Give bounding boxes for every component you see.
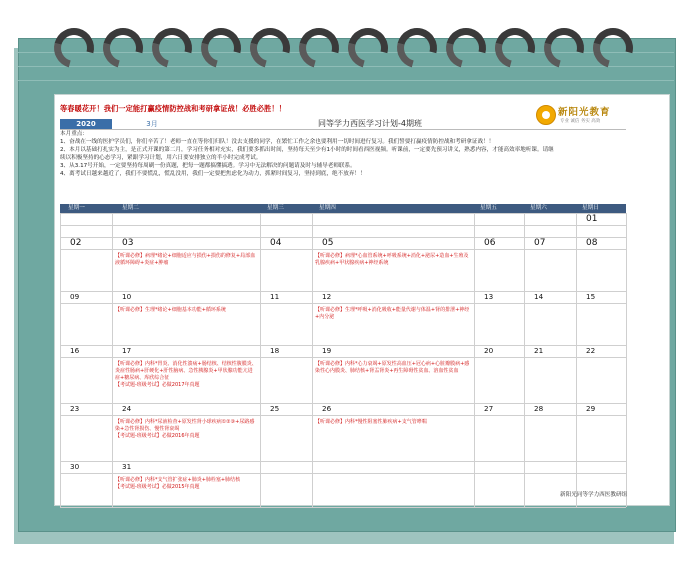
day-number: 10 [122, 292, 132, 301]
day-number: 12 [322, 292, 332, 301]
grid-line [260, 213, 261, 507]
task-text: 【听课必修】内科*支气管扩张症+肺炎+肺栓塞+肺结核 【考试题-班级考试】必做2015年真题 [115, 477, 241, 490]
day-number: 23 [70, 404, 80, 413]
grid-line [60, 507, 626, 508]
day-number: 17 [122, 346, 132, 355]
grid-line [60, 473, 626, 474]
day-number: 18 [270, 346, 280, 355]
day-number: 26 [322, 404, 332, 413]
grid-line [474, 213, 475, 507]
logo-name: 新阳光教育 [558, 107, 611, 118]
grid-line [312, 213, 313, 507]
day-number: 01 [586, 214, 598, 224]
plan-title: 同等学力西医学习计划-4期班 [318, 119, 422, 128]
task-text: 【听课必修】生理*呼吸+消化吸收+能量代谢与体温+肾的排泄+神经+内分泌 [315, 307, 470, 320]
day-number: 27 [484, 404, 494, 413]
notes-line: 本月重点： [60, 131, 88, 137]
notes-line: 4、离考试日越来越近了，我们不要慌乱，慌乱没用，我们一定要把焦虑化为动力，抓紧时间复习，坚持到底，绝不放弃！！ [60, 171, 366, 178]
day-number: 04 [270, 238, 282, 248]
grid-line [60, 357, 626, 358]
task-text: 【听课必修】内科*胃炎、消化性溃疡+肠结核、结核性腹膜炎、炎症性肠病+肝硬化+肝性脑病、急性胰腺炎+甲状腺功能亢进症+糖尿病、库欣综合征 【考试题-班级考试】必做2017年真题 [115, 361, 257, 388]
footer-text: 新阳光同等学力西医教研组 [560, 492, 628, 498]
day-number: 16 [70, 346, 80, 355]
day-number: 03 [122, 238, 134, 248]
weekday-label: 星期二 [122, 205, 139, 211]
day-number: 31 [122, 462, 132, 471]
grid-line [576, 213, 577, 507]
task-text: 【听课必修】内科*心力衰竭+原发性高血压+冠心病+心脏瓣膜病+感染性心内膜炎、肺结核+肾盂肾炎+再生障碍性贫血、溶血性贫血 [315, 361, 470, 374]
logo-tagline: 专业 诚信 务实 高效 [560, 119, 601, 124]
day-number: 24 [122, 404, 132, 413]
calendar-grid [60, 213, 626, 507]
day-number: 28 [534, 404, 544, 413]
day-number: 07 [534, 238, 546, 248]
grid-line [524, 213, 525, 507]
notes-line: 续以积极坚持的心态学习，紧跟学习计划，用六日要安排独立的半小时完成考试。 [60, 155, 262, 162]
day-number: 08 [586, 238, 598, 248]
grid-line [112, 213, 113, 507]
day-number: 19 [322, 346, 332, 355]
day-number: 20 [484, 346, 494, 355]
grid-line [60, 213, 626, 214]
month-label: 3月 [146, 120, 158, 128]
notes-line: 2、本月以基础打扎实为主，是正式开课的第二月，学习任务相对充实，我们要多抓出时间，坚持每天至少有1小时的时间看西医视频。听课前，一定要先预习讲义，熟悉内容，才能高效率地听课。请继 [60, 147, 554, 154]
notes-line: 1、奋战在一线的医护学员们，你们辛苦了！老师一直在等你们归队！没去支援的同学，在繁忙工作之余也要利用一切时间进行复习。我们誓要打赢疫情防控战和考研拿证战！！ [60, 139, 495, 146]
year-badge: 2020 [60, 119, 112, 129]
monthly-notes [60, 130, 626, 179]
weekday-label: 星期三 [267, 205, 284, 211]
title-bar [60, 119, 626, 130]
day-number: 25 [270, 404, 280, 413]
day-number: 11 [270, 292, 280, 301]
day-number: 14 [534, 292, 544, 301]
grid-line [60, 303, 626, 304]
task-text: 【听课必修】内科*慢性阻塞性肺疾病+支气管哮喘 [315, 419, 427, 425]
weekday-label: 星期六 [530, 205, 547, 211]
day-number: 09 [70, 292, 80, 301]
day-number: 29 [586, 404, 596, 413]
task-text: 【听课必修】病理*绪论+细胞适应与损伤+损伤的修复+局部血液循环障碍+炎症+肿瘤 [115, 253, 256, 266]
day-number: 21 [534, 346, 544, 355]
grid-line [60, 213, 61, 507]
day-number: 22 [586, 346, 596, 355]
weekday-label: 星期一 [68, 205, 85, 211]
weekday-header [60, 204, 626, 213]
day-number: 06 [484, 238, 496, 248]
task-text: 【听课必修】生理*绪论+细胞基本功能+循环系统 [115, 307, 226, 313]
day-number: 15 [586, 292, 596, 301]
motto-text: 等春暖花开！我们一定能打赢疫情防控战和考研拿证战！必胜必胜！！ [60, 104, 286, 113]
grid-line [626, 213, 627, 507]
grid-line [60, 461, 626, 462]
day-number: 30 [70, 462, 80, 471]
grid-line [60, 249, 626, 250]
day-number: 13 [484, 292, 494, 301]
weekday-label: 星期日 [582, 205, 599, 211]
task-text: 【听课必修】内科*尿液检查+原发性肾小球疾病①②③+尿路感染+急性肾损伤、慢性肾衰竭 【考试题-班级考试】必做2016年真题 [115, 419, 255, 439]
day-number: 02 [70, 238, 82, 248]
weekday-label: 星期五 [480, 205, 497, 211]
day-number: 05 [322, 238, 334, 248]
grid-line [60, 415, 626, 416]
notes-line: 3、从3.17号开始，一定要坚持每周刷一份真题，把每一题都搞懂搞透。学习中无法解决的问题请及时与辅导老师联系。 [60, 163, 356, 170]
frame-stripe [18, 80, 674, 81]
grid-line [60, 225, 626, 226]
weekday-label: 星期四 [319, 205, 336, 211]
task-text: 【听课必修】病理*心血管系统+呼吸系统+消化+泌尿+造血+生殖及乳腺疾病+甲状腺疾病+神经系统 [315, 253, 469, 266]
